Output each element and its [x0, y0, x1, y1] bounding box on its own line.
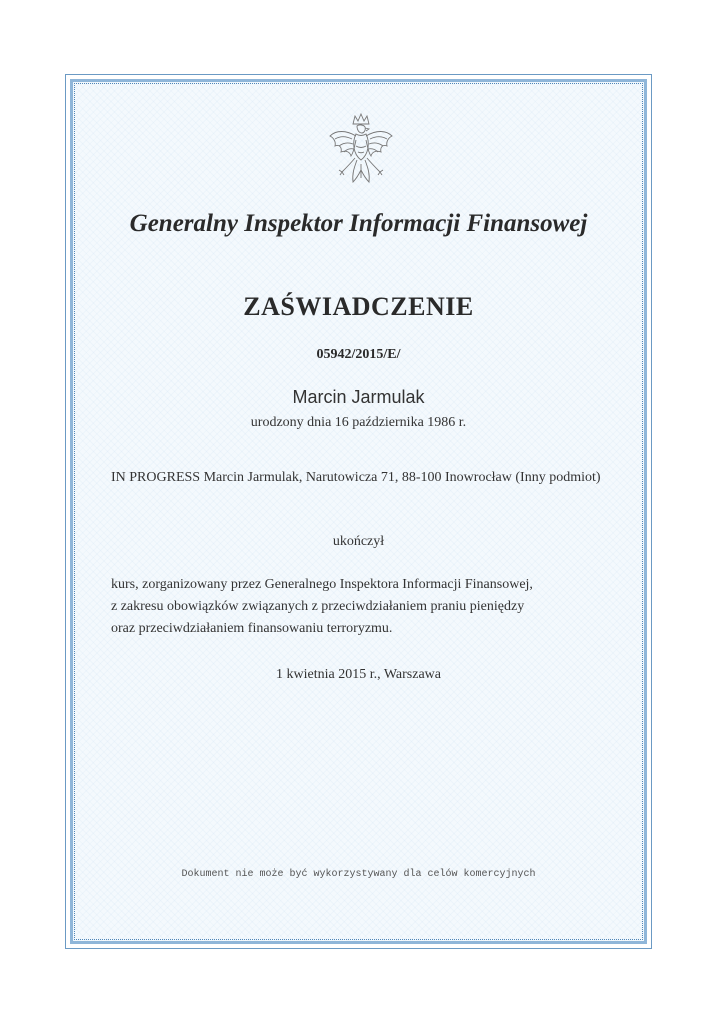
- completed-label: ukończył: [332, 534, 385, 549]
- certificate-body: [70, 79, 647, 944]
- recipient-name: Marcin Jarmulak: [292, 387, 425, 407]
- issuer-heading: Generalny Inspektor Informacji Finansowej: [129, 210, 588, 237]
- course-line: z zakresu obowiązków związanych z przeciwdziałaniem praniu pieniędzy: [111, 599, 525, 614]
- birth-date-line: urodzony dnia 16 października 1986 r.: [250, 415, 467, 430]
- entity-address: IN PROGRESS Marcin Jarmulak, Narutowicza 71, 88-100 Inowrocław (Inny podmiot): [111, 470, 601, 485]
- date-place: 1 kwietnia 2015 r., Warszawa: [275, 667, 441, 682]
- course-description: [111, 574, 614, 640]
- certificate-title: ZAŚWIADCZENIE: [243, 292, 474, 321]
- certificate-frame: [65, 74, 652, 949]
- course-line: oraz przeciwdziałaniem finansowaniu terroryzmu.: [111, 621, 393, 636]
- course-line: kurs, zorganizowany przez Generalnego Inspektora Informacji Finansowej,: [111, 577, 533, 592]
- footer-note: Dokument nie może być wykorzystywany dla celów komercyjnych: [181, 869, 536, 880]
- certificate-number: 05942/2015/E/: [316, 347, 401, 362]
- polish-eagle-emblem-icon: [326, 112, 396, 197]
